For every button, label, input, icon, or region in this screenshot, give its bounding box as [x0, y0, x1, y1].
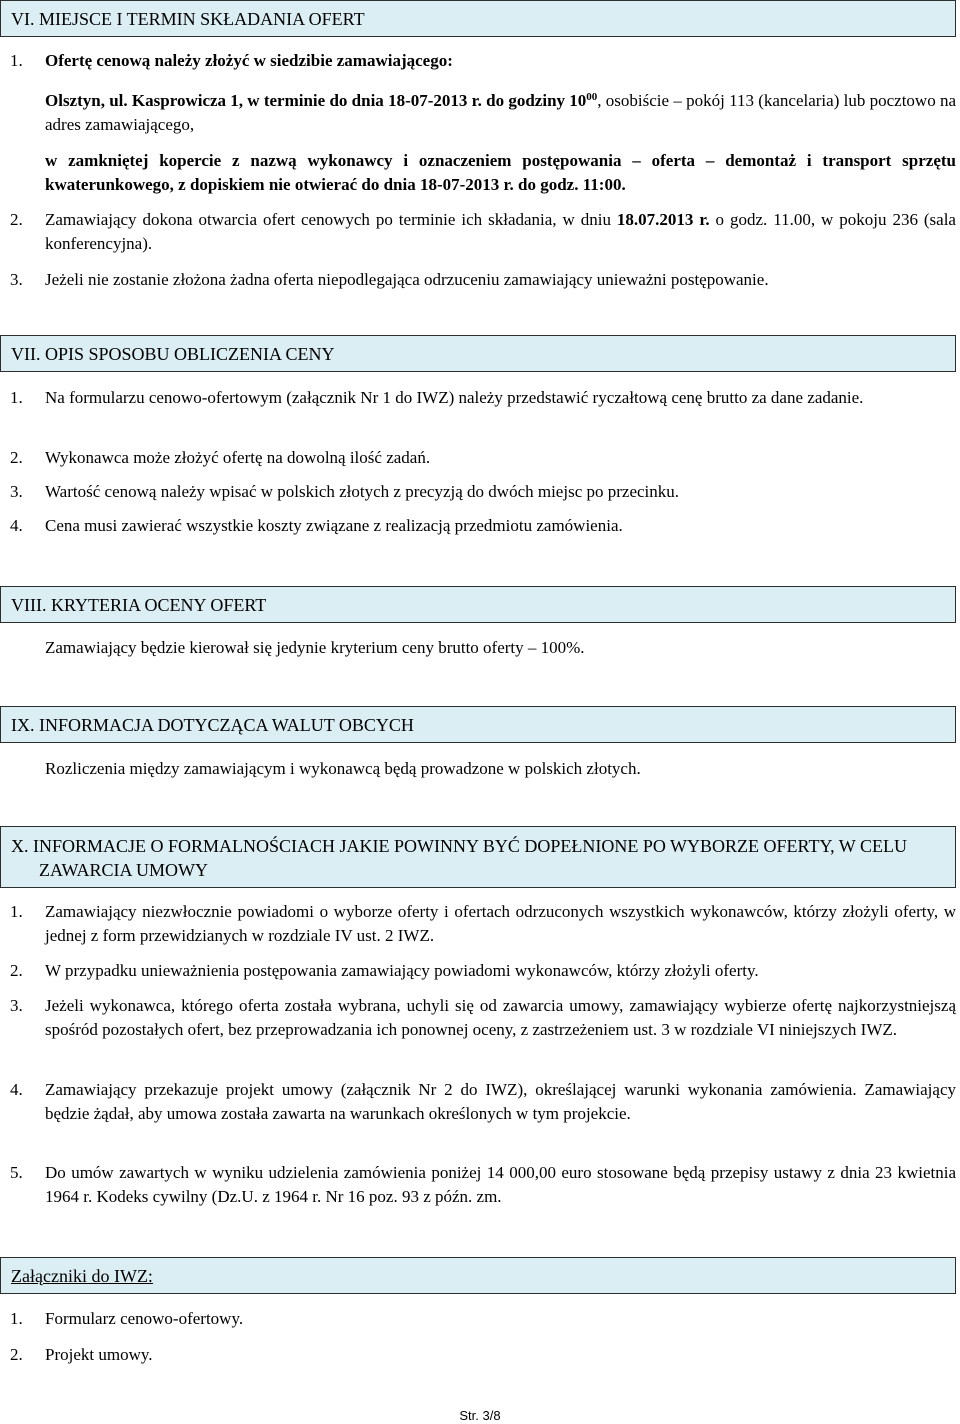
sec8-text: Zamawiający będzie kierował się jedynie kryterium ceny brutto oferty – 100%. [45, 638, 585, 657]
section-heading-vii: VII. OPIS SPOSOBU OBLICZENIA CENY [0, 335, 956, 372]
sec7-item-4: 4. Cena musi zawierać wszystkie koszty związane z realizacją przedmiotu zamówienia. [10, 516, 623, 535]
sec10-item-4: 4. Zamawiający przekazuje projekt umowy (załącznik Nr 2 do IWZ), określającej warunki wykonania zamówienia. Zamawiający będzie żądał, aby umowa została zawarta na warunkach określonych w tym projekcie. [10, 1080, 956, 1123]
sec10-item-3: 3. Jeżeli wykonawca, którego oferta została wybrana, uchyli się od zawarcia umowy, zamawiający wybierze ofertę najkorzystniejszą spośród pozostałych ofert, bez przeprowadzania ich ponownej oceny, z zastrzeżeniem ust. 3 w rozdziale VI niniejszych IWZ. [10, 996, 956, 1039]
sec7-item-2: 2. Wykonawca może złożyć ofertę na dowolną ilość zadań. [10, 448, 431, 467]
sec6-item-2: 2. Zamawiający dokona otwarcia ofert cenowych po terminie ich składania, w dniu 18.07.2013 r. o godz. 11.00, w pokoju 236 (sala konferencyjna). [10, 210, 956, 253]
sec10-item-1: 1. Zamawiający niezwłocznie powiadomi o wyborze oferty i ofertach odrzuconych wszystkich wykonawców, którzy złożyli oferty, w jednej z form przewidzianych w rozdziale IV ust. 2 IWZ. [10, 902, 956, 945]
section-heading-viii: VIII. KRYTERIA OCENY OFERT [0, 586, 956, 623]
section-heading-ix: IX. INFORMACJA DOTYCZĄCA WALUT OBCYCH [0, 706, 956, 743]
sec7-item-1: 1. Na formularzu cenowo-ofertowym (załącznik Nr 1 do IWZ) należy przedstawić ryczałtową cenę brutto za dane zadanie. [10, 388, 864, 407]
attachment-item-2: 2. Projekt umowy. [10, 1345, 153, 1364]
sec10-item-5: 5. Do umów zawartych w wyniku udzielenia zamówienia poniżej 14 000,00 euro stosowane będą przepisy ustawy z dnia 23 kwietnia 1964 r. Kodeks cywilny (Dz.U. z 1964 r. Nr 16 poz. 93 z późn. zm. [10, 1163, 956, 1206]
sec6-address-paragraph: Olsztyn, ul. Kasprowicza 1, w terminie do dnia 18-07-2013 r. do godziny $10^{00}$, osobiście – pokój 113 (kancelaria) lub pocztowo na adres zamawiającego, [45, 91, 956, 134]
attachment-item-1: 1. Formularz cenowo-ofertowy. [10, 1309, 244, 1328]
attachments-heading: Załączniki do IWZ: [0, 1257, 956, 1294]
page-number: Str. 3/8 [459, 1408, 501, 1423]
sec6-envelope-paragraph: w zamkniętej kopercie z nazwą wykonawcy i oznaczeniem postępowania – oferta – demontaż i transport sprzętu kwaterunkowego, z dopiskiem nie otwierać do dnia 18-07-2013 r. do godz. 11:00. [45, 151, 956, 194]
sec6-item-1: 1. Ofertę cenową należy złożyć w siedzibie zamawiającego: [10, 51, 453, 70]
sec6-item-3: 3. Jeżeli nie zostanie złożona żadna oferta niepodlegająca odrzuceniu zamawiający unieważni postępowanie. [10, 270, 769, 289]
section-heading-x: X. INFORMACJE O FORMALNOŚCIACH JAKIE POWINNY BYĆ DOPEŁNIONE PO WYBORZE OFERTY, W CELU ZAWARCIA UMOWY [0, 826, 956, 888]
sec7-item-3: 3. Wartość cenową należy wpisać w polskich złotych z precyzją do dwóch miejsc po przecinku. [10, 482, 680, 501]
sec9-text: Rozliczenia między zamawiającym i wykonawcą będą prowadzone w polskich złotych. [45, 759, 641, 778]
section-heading-vi: VI. MIEJSCE I TERMIN SKŁADANIA OFERT [0, 0, 956, 37]
sec10-item-2: 2. W przypadku unieważnienia postępowania zamawiający powiadomi wykonawców, którzy złożyli oferty. [10, 961, 759, 980]
